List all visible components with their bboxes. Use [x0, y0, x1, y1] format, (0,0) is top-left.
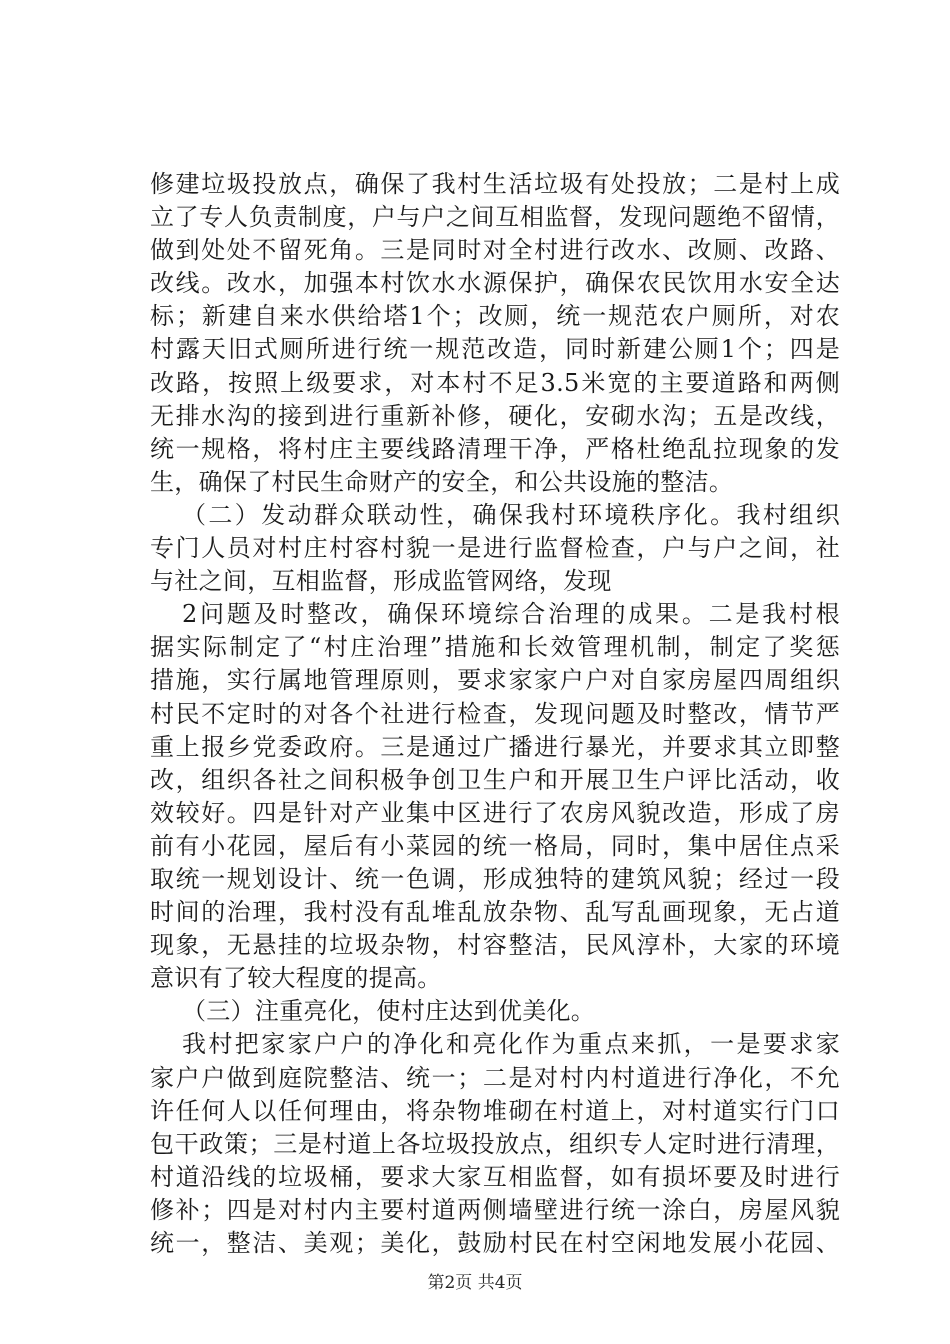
text-line: 包干政策；三是村道上各垃圾投放点，组织专人定时进行清理，	[150, 1129, 840, 1158]
text-line: 改，组织各社之间积极争创卫生户和开展卫生户评比活动，收	[150, 765, 840, 794]
text-line: 家户户做到庭院整洁、统一；二是对村内村道进行净化，不允	[150, 1063, 840, 1092]
text-line: （三）注重亮化，使村庄达到优美化。	[182, 997, 596, 1026]
text-line: 做到处处不留死角。三是同时对全村进行改水、改厕、改路、	[150, 236, 840, 265]
text-line: 生，确保了村民生命财产的安全，和公共设施的整洁。	[150, 467, 734, 496]
text-line: 无排水沟的接到进行重新补修，硬化，安砌水沟；五是改线，	[150, 401, 840, 430]
text-line: 修建垃圾投放点，确保了我村生活垃圾有处投放；二是村上成	[150, 170, 840, 198]
text-line: 时间的治理，我村没有乱堆乱放杂物、乱写乱画现象，无占道	[150, 898, 840, 927]
text-line: 修补；四是对村内主要村道两侧墙壁进行统一涂白，房屋风貌	[150, 1195, 840, 1224]
text-line: 改路，按照上级要求，对本村不足3.5米宽的主要道路和两侧	[150, 368, 840, 397]
text-line: 2问题及时整改，确保环境综合治理的成果。二是我村根	[182, 600, 840, 629]
text-line: 前有小花园，屋后有小菜园的统一格局，同时，集中居住点采	[150, 831, 840, 860]
body-text	[150, 168, 840, 1260]
text-line: 与社之间，互相监督，形成监管网络，发现	[150, 567, 612, 596]
text-line: 意识有了较大程度的提高。	[150, 964, 442, 993]
text-line: 据实际制定了“村庄治理”措施和长效管理机制，制定了奖惩	[150, 633, 840, 662]
text-line: 标；新建自来水供给塔1个；改厕，统一规范农户厕所，对农	[150, 302, 840, 331]
text-line: 专门人员对村庄村容村貌一是进行监督检查，户与户之间，社	[150, 534, 840, 563]
text-line: （二）发动群众联动性，确保我村环境秩序化。我村组织	[182, 500, 840, 529]
text-line: 改线。改水，加强本村饮水水源保护，确保农民饮用水安全达	[150, 269, 840, 298]
text-line: 重上报乡党委政府。三是通过广播进行暴光，并要求其立即整	[150, 732, 840, 761]
text-line: 现象，无悬挂的垃圾杂物，村容整洁，民风淳朴，大家的环境	[150, 931, 840, 960]
text-line: 效较好。四是针对产业集中区进行了农房风貌改造，形成了房	[150, 798, 840, 827]
text-line: 我村把家家户户的净化和亮化作为重点来抓，一是要求家	[182, 1030, 840, 1059]
text-line: 统一，整洁、美观；美化，鼓励村民在村空闲地发展小花园、	[150, 1229, 840, 1257]
text-line: 村道沿线的垃圾桶，要求大家互相监督，如有损坏要及时进行	[150, 1162, 840, 1191]
text-line: 统一规格，将村庄主要线路清理干净，严格杜绝乱拉现象的发	[150, 434, 840, 463]
text-line: 村露天旧式厕所进行统一规范改造，同时新建公厕1个；四是	[150, 335, 840, 364]
text-line: 取统一规划设计、统一色调，形成独特的建筑风貌；经过一段	[150, 864, 840, 893]
page-footer: 第2页 共4页	[427, 1273, 523, 1293]
text-line: 村民不定时的对各个社进行检查，发现问题及时整改，情节严	[150, 699, 840, 728]
text-line: 措施，实行属地管理原则，要求家家户户对自家房屋四周组织	[150, 666, 840, 695]
text-line: 立了专人负责制度，户与户之间互相监督，发现问题绝不留情，	[150, 203, 840, 232]
text-line: 许任何人以任何理由，将杂物堆砌在村道上，对村道实行门口	[150, 1096, 840, 1125]
